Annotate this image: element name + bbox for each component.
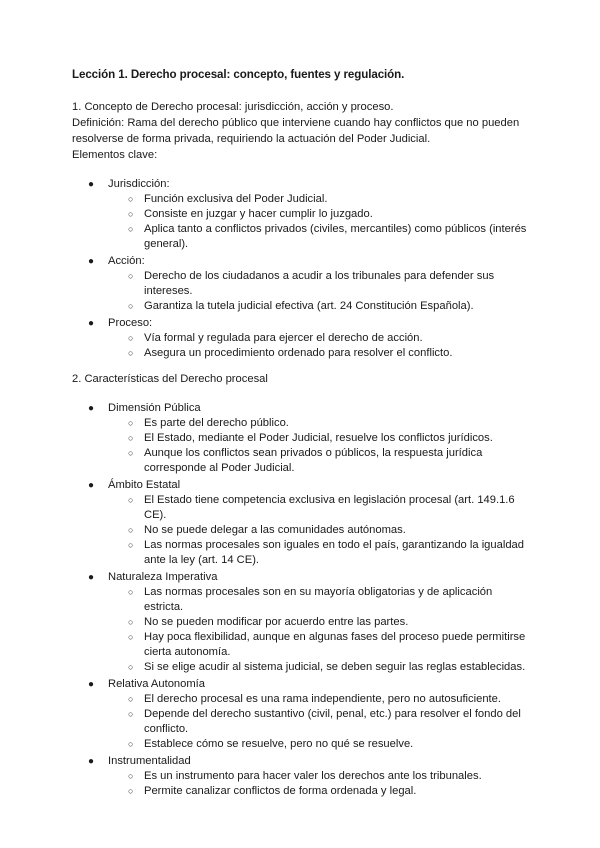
bullet-icon: ● xyxy=(88,403,95,414)
section2-heading: 2. Características del Derecho procesal xyxy=(72,373,268,385)
sub-list-item-text: No se pueden modificar por acuerdo entre las partes. xyxy=(144,616,409,628)
section2-list xyxy=(72,401,530,799)
hollow-bullet-icon: ○ xyxy=(128,632,134,642)
sub-list-item xyxy=(108,493,530,523)
list-item-label: Ámbito Estatal xyxy=(108,479,181,491)
list-item-label: Acción: xyxy=(108,255,145,267)
bullet-icon: ● xyxy=(88,480,95,491)
list-item xyxy=(72,570,530,675)
hollow-bullet-icon: ○ xyxy=(128,433,134,443)
sub-list-item xyxy=(108,630,530,660)
sub-list-item xyxy=(108,222,530,252)
sub-list-item-text: Es un instrumento para hacer valer los derechos ante los tribunales. xyxy=(144,770,482,782)
sub-list-item-text: Asegura un procedimiento ordenado para resolver el conflicto. xyxy=(144,347,453,359)
hollow-bullet-icon: ○ xyxy=(128,495,134,505)
bullet-icon: ● xyxy=(88,756,95,767)
hollow-bullet-icon: ○ xyxy=(128,786,134,796)
section1-list xyxy=(72,177,530,361)
sub-list xyxy=(108,493,530,568)
list-item xyxy=(72,478,530,568)
list-item xyxy=(72,401,530,476)
sub-list xyxy=(108,192,530,252)
sub-list-item xyxy=(108,299,530,314)
hollow-bullet-icon: ○ xyxy=(128,617,134,627)
sub-list-item xyxy=(108,192,530,207)
hollow-bullet-icon: ○ xyxy=(128,739,134,749)
sub-list-item xyxy=(108,585,530,615)
sub-list-item xyxy=(108,331,530,346)
hollow-bullet-icon: ○ xyxy=(128,694,134,704)
sub-list xyxy=(108,769,530,799)
hollow-bullet-icon: ○ xyxy=(128,224,134,234)
sub-list-item-text: Establece cómo se resuelve, pero no qué se resuelve. xyxy=(144,738,414,750)
hollow-bullet-icon: ○ xyxy=(128,333,134,343)
sub-list-item xyxy=(108,446,530,476)
bullet-icon: ● xyxy=(88,679,95,690)
sub-list-item-text: Consiste en juzgar y hacer cumplir lo juzgado. xyxy=(144,208,373,220)
hollow-bullet-icon: ○ xyxy=(128,662,134,672)
sub-list-item xyxy=(108,660,530,675)
section1-heading: 1. Concepto de Derecho procesal: jurisdicción, acción y proceso. xyxy=(72,101,394,113)
hollow-bullet-icon: ○ xyxy=(128,540,134,550)
sub-list xyxy=(108,269,530,314)
list-item-label: Dimensión Pública xyxy=(108,402,201,414)
sub-list-item xyxy=(108,707,530,737)
sub-list-item-text: El Estado tiene competencia exclusiva en legislación procesal (art. 149.1.6 CE). xyxy=(144,494,515,521)
list-item-label: Naturaleza Imperativa xyxy=(108,571,218,583)
sub-list-item-text: Depende del derecho sustantivo (civil, penal, etc.) para resolver el fondo del conflicto. xyxy=(144,708,521,735)
sub-list-item-text: Vía formal y regulada para ejercer el derecho de acción. xyxy=(144,332,423,344)
bullet-icon: ● xyxy=(88,318,95,329)
sub-list xyxy=(108,692,530,752)
sub-list-item xyxy=(108,523,530,538)
sub-list-item xyxy=(108,431,530,446)
sub-list-item xyxy=(108,207,530,222)
sub-list xyxy=(108,331,530,361)
hollow-bullet-icon: ○ xyxy=(128,709,134,719)
list-item xyxy=(72,677,530,752)
sub-list-item xyxy=(108,784,530,799)
bullet-icon: ● xyxy=(88,256,95,267)
list-item-label: Proceso: xyxy=(108,317,153,329)
sub-list-item xyxy=(108,269,530,299)
sub-list-item-text: Hay poca flexibilidad, aunque en algunas fases del proceso puede permitirse cierta autonomía. xyxy=(144,631,526,658)
list-item-label: Jurisdicción: xyxy=(108,178,170,190)
sub-list-item-text: Las normas procesales son iguales en todo el país, garantizando la igualdad ante la ley (art. 14 CE). xyxy=(144,539,525,566)
list-item xyxy=(72,754,530,799)
hollow-bullet-icon: ○ xyxy=(128,194,134,204)
list-item xyxy=(72,177,530,252)
sub-list-item xyxy=(108,538,530,568)
hollow-bullet-icon: ○ xyxy=(128,271,134,281)
hollow-bullet-icon: ○ xyxy=(128,301,134,311)
hollow-bullet-icon: ○ xyxy=(128,209,134,219)
hollow-bullet-icon: ○ xyxy=(128,418,134,428)
sub-list-item-text: El derecho procesal es una rama independiente, pero no autosuficiente. xyxy=(144,693,501,705)
sub-list-item-text: Garantiza la tutela judicial efectiva (art. 24 Constitución Española). xyxy=(144,300,474,312)
sub-list-item-text: Aunque los conflictos sean privados o públicos, la respuesta jurídica corresponde al Poder Judicial. xyxy=(144,447,483,474)
list-item xyxy=(72,316,530,361)
sub-list xyxy=(108,416,530,476)
sub-list-item xyxy=(108,737,530,752)
list-item xyxy=(72,254,530,314)
hollow-bullet-icon: ○ xyxy=(128,771,134,781)
list-item-label: Relativa Autonomía xyxy=(108,678,206,690)
sub-list-item-text: Aplica tanto a conflictos privados (civiles, mercantiles) como públicos (interés general). xyxy=(144,223,527,250)
sub-list-item xyxy=(108,416,530,431)
hollow-bullet-icon: ○ xyxy=(128,525,134,535)
sub-list-item-text: Si se elige acudir al sistema judicial, se deben seguir las reglas establecidas. xyxy=(144,661,526,673)
sub-list-item xyxy=(108,769,530,784)
sub-list-item-text: El Estado, mediante el Poder Judicial, resuelve los conflictos jurídicos. xyxy=(144,432,493,444)
sub-list-item-text: Derecho de los ciudadanos a acudir a los tribunales para defender sus intereses. xyxy=(144,270,495,297)
sub-list-item-text: No se puede delegar a las comunidades autónomas. xyxy=(144,524,406,536)
hollow-bullet-icon: ○ xyxy=(128,448,134,458)
sub-list-item xyxy=(108,346,530,361)
sub-list-item-text: Es parte del derecho público. xyxy=(144,417,289,429)
bullet-icon: ● xyxy=(88,179,95,190)
hollow-bullet-icon: ○ xyxy=(128,587,134,597)
sub-list-item-text: Función exclusiva del Poder Judicial. xyxy=(144,193,328,205)
sub-list-item-text: Permite canalizar conflictos de forma ordenada y legal. xyxy=(144,785,417,797)
section1-definition: Definición: Rama del derecho público que interviene cuando hay conflictos que no pueden resolverse de forma privada, requiriendo la actuación del Poder Judicial. xyxy=(72,117,520,145)
bullet-icon: ● xyxy=(88,572,95,583)
sub-list-item xyxy=(108,615,530,630)
section1-elements-label: Elementos clave: xyxy=(72,149,158,161)
sub-list-item xyxy=(108,692,530,707)
sub-list-item-text: Las normas procesales son en su mayoría obligatorias y de aplicación estricta. xyxy=(144,586,493,613)
list-item-label: Instrumentalidad xyxy=(108,755,191,767)
sub-list xyxy=(108,585,530,675)
document-title: Lección 1. Derecho procesal: concepto, fuentes y regulación. xyxy=(72,68,405,81)
hollow-bullet-icon: ○ xyxy=(128,348,134,358)
